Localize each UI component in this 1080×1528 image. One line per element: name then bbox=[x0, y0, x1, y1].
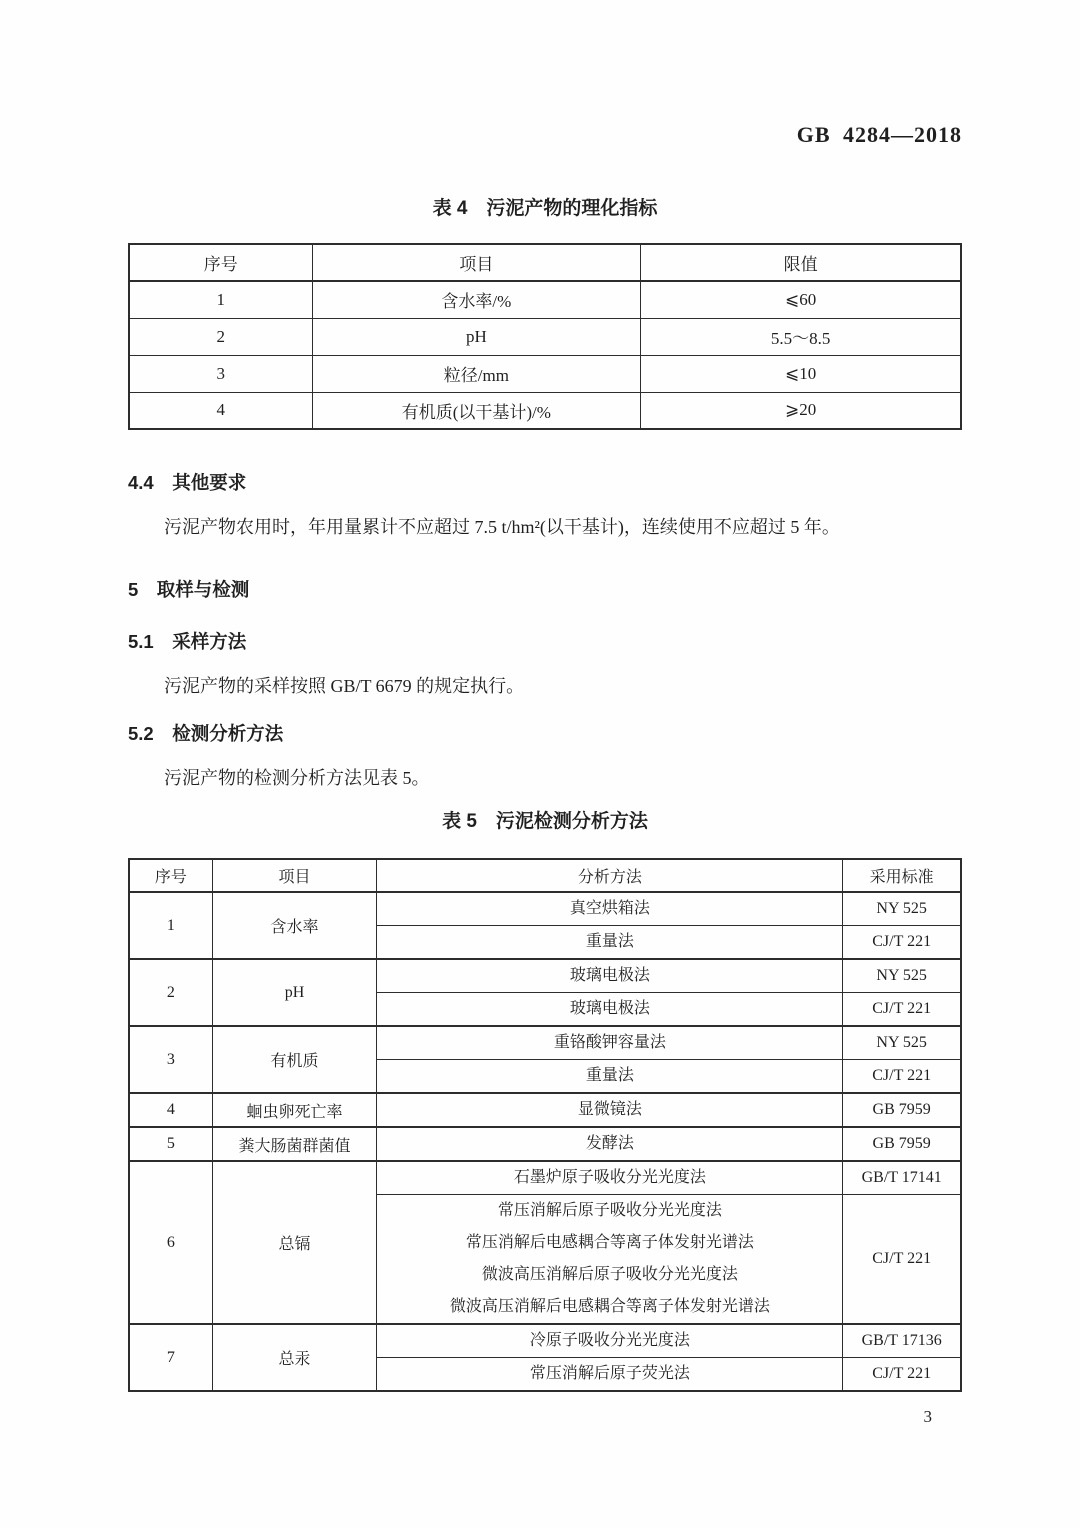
standard-code: GB 4284—2018 bbox=[796, 122, 962, 147]
row-number-cell: 2 bbox=[129, 959, 212, 1026]
standard-cell: NY 525 bbox=[843, 1026, 961, 1060]
method-cell bbox=[377, 1195, 843, 1325]
standard-cell: GB/T 17141 bbox=[843, 1161, 961, 1195]
method-line: 冷原子吸收分光光度法 bbox=[529, 1332, 690, 1349]
method-line: 重量法 bbox=[585, 933, 634, 950]
table5-col-standard: 采用标准 bbox=[843, 859, 961, 892]
method-cell bbox=[377, 959, 843, 993]
standard-cell: CJ/T 221 bbox=[843, 1060, 961, 1094]
method-line: 发酵法 bbox=[585, 1135, 634, 1152]
heading-5-2: 5.2 检测分析方法 bbox=[128, 723, 284, 744]
method-line: 微波高压消解后电感耦合等离子体发射光谱法 bbox=[449, 1298, 770, 1315]
heading-5: 5 取样与检测 bbox=[128, 579, 250, 600]
table5-title: 表 5 污泥检测分析方法 bbox=[442, 811, 648, 832]
item-cell: 含水率 bbox=[212, 892, 377, 959]
table5-row bbox=[129, 1093, 961, 1127]
item-cell: 总镉 bbox=[212, 1161, 377, 1324]
method-cell bbox=[377, 1127, 843, 1161]
standard-cell: GB/T 17136 bbox=[843, 1324, 961, 1358]
standard-cell: GB 7959 bbox=[843, 1127, 961, 1161]
table4 bbox=[128, 243, 962, 430]
item-cell: 粒径/mm bbox=[312, 355, 641, 392]
method-cell bbox=[377, 1161, 843, 1195]
standard-cell: CJ/T 221 bbox=[843, 993, 961, 1027]
row-number-cell: 1 bbox=[129, 892, 212, 959]
row-number-cell: 3 bbox=[129, 355, 312, 392]
paragraph-4-4: 污泥产物农用时，年用量累计不应超过 7.5 t/hm²(以干基计)，连续使用不应超过 5 年。 bbox=[164, 517, 840, 537]
method-line: 重量法 bbox=[585, 1067, 634, 1084]
heading-5-1: 5.1 采样方法 bbox=[128, 631, 247, 652]
method-cell bbox=[377, 926, 843, 960]
table5 bbox=[128, 858, 962, 1392]
table5-col-method: 分析方法 bbox=[377, 859, 843, 892]
paragraph-5-1: 污泥产物的采样按照 GB/T 6679 的规定执行。 bbox=[164, 676, 525, 696]
table4-col-number: 序号 bbox=[129, 244, 312, 281]
table5-col-number: 序号 bbox=[129, 859, 212, 892]
method-line: 显微镜法 bbox=[577, 1101, 642, 1118]
page-number: 3 bbox=[923, 1407, 932, 1426]
table4-row bbox=[129, 281, 961, 318]
row-number-cell: 4 bbox=[129, 1093, 212, 1127]
item-cell: 总汞 bbox=[212, 1324, 377, 1391]
method-line: 玻璃电极法 bbox=[569, 1000, 650, 1017]
method-line: 重铬酸钾容量法 bbox=[553, 1034, 666, 1051]
item-cell: 蛔虫卵死亡率 bbox=[212, 1093, 377, 1127]
item-cell: 粪大肠菌群菌值 bbox=[212, 1127, 377, 1161]
row-number-cell: 1 bbox=[129, 281, 312, 318]
method-line: 微波高压消解后原子吸收分光光度法 bbox=[481, 1266, 738, 1283]
method-line: 常压消解后电感耦合等离子体发射光谱法 bbox=[465, 1234, 754, 1251]
paragraph-5-2: 污泥产物的检测分析方法见表 5。 bbox=[164, 768, 430, 788]
method-cell bbox=[377, 1060, 843, 1094]
limit-cell: ⩽10 bbox=[641, 355, 961, 392]
standard-cell: CJ/T 221 bbox=[843, 926, 961, 960]
table4-body bbox=[129, 281, 961, 429]
item-cell: 有机质 bbox=[212, 1026, 377, 1093]
method-cell bbox=[377, 1358, 843, 1392]
method-line: 石墨炉原子吸收分光光度法 bbox=[513, 1169, 706, 1186]
table4-row bbox=[129, 355, 961, 392]
standard-cell: CJ/T 221 bbox=[843, 1358, 961, 1392]
limit-cell: ⩽60 bbox=[641, 281, 961, 318]
standard-cell: NY 525 bbox=[843, 959, 961, 993]
method-cell bbox=[377, 1026, 843, 1060]
row-number-cell: 2 bbox=[129, 318, 312, 355]
row-number-cell: 5 bbox=[129, 1127, 212, 1161]
table4-title: 表 4 污泥产物的理化指标 bbox=[432, 198, 658, 219]
heading-4-4: 4.4 其他要求 bbox=[128, 472, 247, 493]
row-number-cell: 7 bbox=[129, 1324, 212, 1391]
item-cell: pH bbox=[212, 959, 377, 1026]
row-number-cell: 3 bbox=[129, 1026, 212, 1093]
row-number-cell: 6 bbox=[129, 1161, 212, 1324]
method-line: 常压消解后原子吸收分光光度法 bbox=[497, 1202, 722, 1219]
method-line: 玻璃电极法 bbox=[569, 967, 650, 984]
table5-row bbox=[129, 959, 961, 993]
table5-row bbox=[129, 892, 961, 926]
table5-body bbox=[129, 892, 961, 1391]
method-line: 常压消解后原子荧光法 bbox=[529, 1365, 690, 1382]
table4-col-limit: 限值 bbox=[641, 244, 961, 281]
item-cell: 含水率/% bbox=[312, 281, 641, 318]
method-line: 真空烘箱法 bbox=[569, 900, 650, 917]
item-cell: 有机质(以干基计)/% bbox=[312, 392, 641, 429]
standard-cell: CJ/T 221 bbox=[843, 1195, 961, 1325]
limit-cell: ⩾20 bbox=[641, 392, 961, 429]
limit-cell: 5.5～8.5 bbox=[641, 318, 961, 355]
table5-row bbox=[129, 1026, 961, 1060]
item-cell: pH bbox=[312, 318, 641, 355]
table4-row bbox=[129, 392, 961, 429]
standard-cell: NY 525 bbox=[843, 892, 961, 926]
table5-row bbox=[129, 1161, 961, 1195]
table4-header-row bbox=[129, 244, 961, 281]
method-cell bbox=[377, 993, 843, 1027]
method-cell bbox=[377, 1324, 843, 1358]
method-cell bbox=[377, 1093, 843, 1127]
table5-header-row bbox=[129, 859, 961, 892]
row-number-cell: 4 bbox=[129, 392, 312, 429]
table4-col-item: 项目 bbox=[312, 244, 641, 281]
standard-cell: GB 7959 bbox=[843, 1093, 961, 1127]
method-cell bbox=[377, 892, 843, 926]
table5-col-item: 项目 bbox=[212, 859, 377, 892]
table4-row bbox=[129, 318, 961, 355]
table5-row bbox=[129, 1127, 961, 1161]
table5-row bbox=[129, 1324, 961, 1358]
